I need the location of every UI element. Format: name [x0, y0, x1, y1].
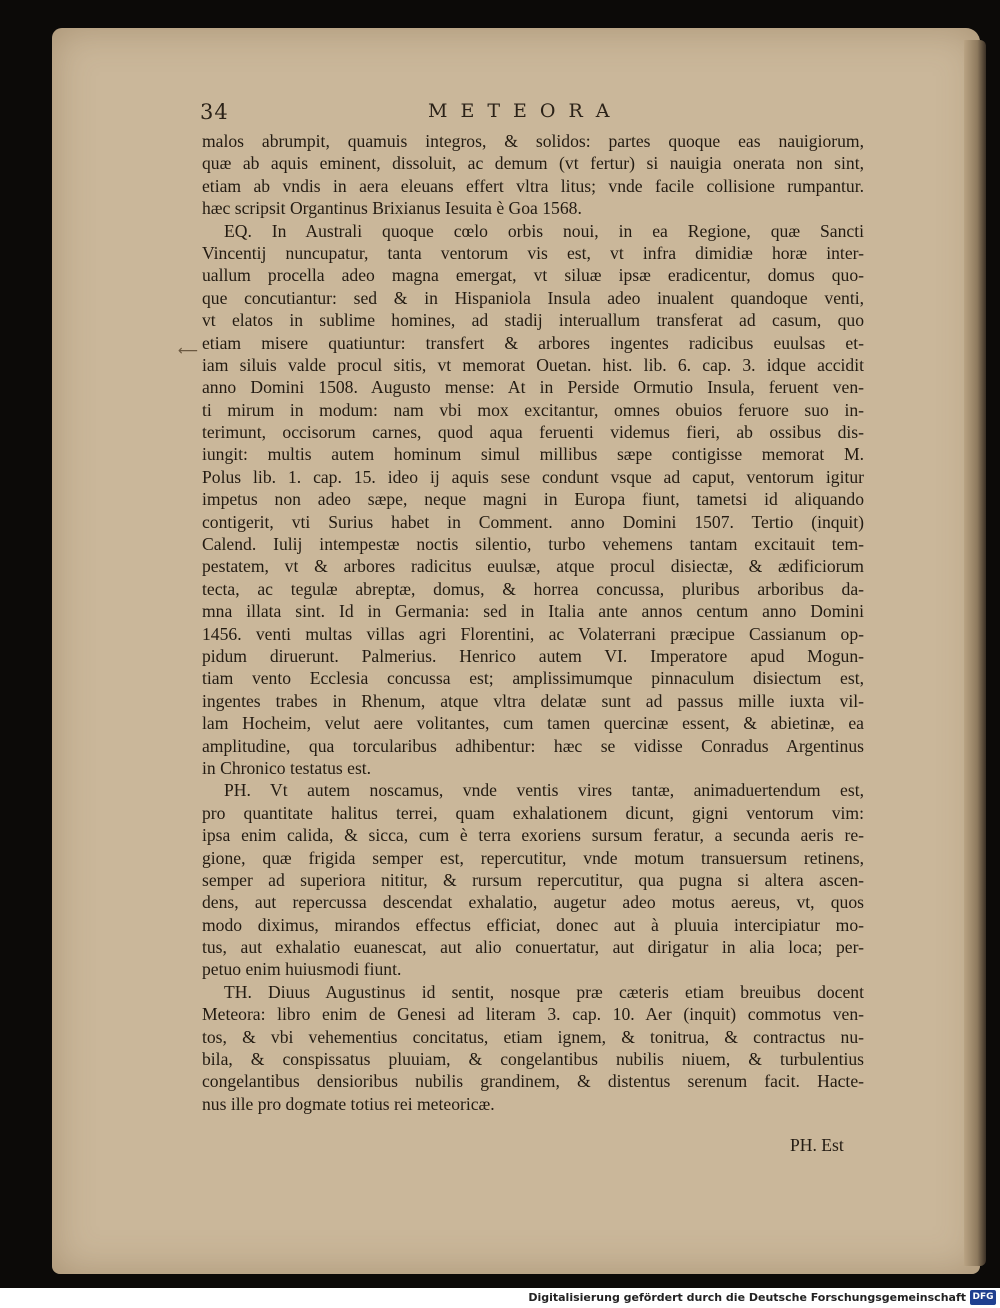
- text-line: pestatem, vt & arbores radicitus euulsæ, atque procul disiectæ, & ædificiorum: [202, 556, 864, 577]
- text-line: semper ad superiora nititur, & rursum repercutitur, qua pugna si altera ascen-: [202, 869, 864, 890]
- running-head: [200, 100, 880, 130]
- text-line: PH. Vt autem noscamus, vnde ventis vires tantæ, animaduertendum est,: [224, 780, 864, 801]
- text-line: malos abrumpit, quamuis integros, & solidos: partes quoque eas nauigiorum,: [202, 131, 864, 151]
- text-line: ti mirum in modum: nam vbi mox excitantur, omnes obuios feruore suo in-: [202, 399, 864, 420]
- catchword: PH. Est: [790, 1135, 844, 1155]
- text-line: impetus non adeo sæpe, neque magni in Europa fiunt, tametsi id aliquando: [202, 489, 864, 510]
- text-line: quæ ab aquis eminent, dissoluit, ac demum (vt fertur) si nauigia onerata non sint,: [202, 153, 864, 174]
- text-line: amplitudine, qua torcularibus adhibentur: hæc se vidisse Conradus Argentinus: [202, 735, 864, 756]
- text-line: mna illata sint. Id in Germania: sed in Italia ante annos centum anno Domini: [202, 601, 864, 622]
- footer-bar: [0, 1288, 1000, 1308]
- text-line: bila, & conspissatus pluuiam, & congelantibus nubilis niuem, & turbulentius: [202, 1049, 864, 1070]
- text-line: pro quantitate halitus terrei, quam exhalationem dicunt, gigni ventorum vim:: [202, 802, 864, 823]
- text-line: hæc scripsit Organtinus Brixianus Iesuita è Goa 1568.: [202, 198, 582, 219]
- text-line: lam Hocheim, velut aere volitantes, cum tamen quercinæ essent, & abietinæ, ea: [202, 713, 864, 734]
- text-line: etiam ab vndis in aera eleuans effert vltra litus; vnde facile collisione rumpantur.: [202, 175, 864, 196]
- page-edge: [964, 40, 986, 1266]
- text-line: nus ille pro dogmate totius rei meteoricæ.: [202, 1093, 495, 1114]
- page-number: 34: [200, 100, 229, 124]
- body-text: [202, 130, 864, 1115]
- dfg-logo: DFG: [970, 1290, 996, 1305]
- text-line: anno Domini 1508. Augusto mense: At in Perside Ormutio Insula, feruent ven-: [202, 377, 864, 398]
- text-line: congelantibus densioribus nubilis grandinem, & distentus serenum facit. Hacte-: [202, 1071, 864, 1092]
- text-line: tos, & vbi vehementius concitatus, etiam ignem, & tonitrua, & contractus nu-: [202, 1026, 864, 1047]
- text-line: tus, aut exhalatio euanescat, aut alio conuertatur, aut dirigatur in alia loca; per-: [202, 937, 864, 958]
- text-line: TH. Diuus Augustinus id sentit, nosque præ cæteris etiam breuibus docent: [224, 981, 864, 1002]
- text-line: tiam vento Ecclesia concussa est; amplissimumque pinnaculum disiectum est,: [202, 668, 864, 689]
- text-line: ipsa enim calida, & sicca, cum è terra exoriens sursum feratur, a secunda aeris re-: [202, 825, 864, 846]
- text-line: Polus lib. 1. cap. 15. ideo ij aquis sese condunt vsque ad caput, ventorum igitur: [202, 466, 864, 487]
- text-line: contigerit, vti Surius habet in Comment. anno Domini 1507. Tertio (inquit): [202, 511, 864, 532]
- text-line: gione, quæ frigida semper est, repercutitur, vnde motum transuersum retinens,: [202, 847, 864, 868]
- text-line: que concutiantur: sed & in Hispaniola Insula adeo inualent quandoque venti,: [202, 287, 864, 308]
- text-line: ingentes trabes in Rhenum, atque vltra delatæ sunt ad passus mille iuxta vil-: [202, 690, 864, 711]
- text-line: uallum procella adeo magna emergat, vt siluæ ipsæ eradicentur, domus quo-: [202, 265, 864, 286]
- text-line: 1456. venti multas villas agri Florentini, ac Volaterrani præcipue Cassianum op-: [202, 623, 864, 644]
- text-line: EQ. In Australi quoque cœlo orbis noui, in ea Regione, quæ Sancti: [224, 220, 864, 241]
- text-line: modo diximus, mirandos effectus efficiat, donec aut à pluuia intercipiatur mo-: [202, 914, 864, 935]
- text-line: in Chronico testatus est.: [202, 757, 372, 778]
- running-title: METEORA: [428, 100, 623, 122]
- text-line: iungit: multis autem hominum simul millibus sæpe contigisse memorat M.: [202, 444, 864, 465]
- text-line: vt elatos in sublime homines, ad stadij interuallum transferat ad casum, quo: [202, 310, 864, 331]
- text-line: Calend. Iulij intempestæ noctis silentio, turbo vehemens tantam excitauit tem-: [202, 534, 864, 555]
- text-line: tecta, ac tegulæ abreptæ, domus, & horrea concussa, pluribus arboribus da-: [202, 578, 864, 599]
- text-line: terimunt, occisorum carnes, quod aqua feruenti videmus fieri, ab ossibus dis-: [202, 422, 864, 443]
- text-line: iam siluis valde procul sitis, vt memorat Ouetan. hist. lib. 6. cap. 3. idque accidit: [202, 354, 864, 375]
- text-line: Meteora: libro enim de Genesi ad literam 3. cap. 10. Aer (inquit) commotus ven-: [202, 1004, 864, 1025]
- text-line: Vincentij nuncupatur, tanta ventorum vis est, vt infra dimidiæ horæ inter-: [202, 242, 864, 263]
- text-line: etiam misere quatiuntur: transfert & arbores ingentes radicibus euulsas et-: [202, 332, 864, 353]
- text-line: petuo enim huiusmodi fiunt.: [202, 959, 402, 980]
- text-line: pidum diruerunt. Palmerius. Henrico autem VI. Imperatore apud Mogun-: [202, 645, 864, 666]
- footer-credit: Digitalisierung gefördert durch die Deutsche Forschungsgemeinschaft: [528, 1291, 966, 1304]
- margin-arrow-mark: ⟵: [178, 343, 199, 359]
- text-line: dens, aut repercussa descendat exhalatio, augetur adeo motus aereus, vt, quos: [202, 892, 864, 913]
